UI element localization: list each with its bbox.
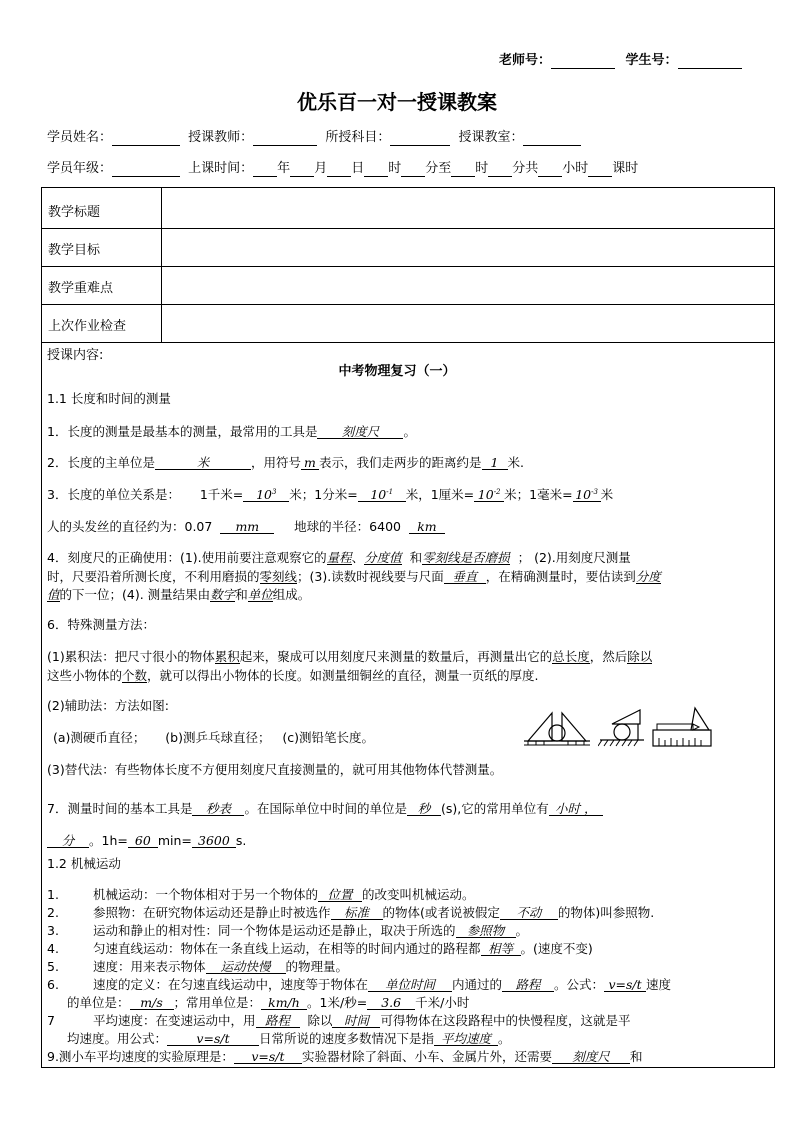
list-item: 1. 机械运动：一个物体相对于另一个物体的 位置 的改变叫机械运动。 [47, 887, 475, 902]
table-divider [41, 304, 775, 305]
teacher-no-label: 老师号： [499, 53, 552, 68]
para-2: 2．长度的主单位是 米 ，用符号 m 表示，我们走两步的距离约是 1 米. [47, 455, 524, 470]
list-item-cont: 的单位是： m/s ；常用单位是： km/h 。1米/秒= 3.6 千米/小时 [67, 995, 470, 1010]
list-item: 5. 速度：用来表示物体 运动快慢 的物理量。 [47, 959, 349, 974]
list-item: 9.测小车平均速度的实验原理是： v=s/t 实验器材除了斜面、小车、金属片外，还需要 刻度尺 和 [47, 1049, 643, 1064]
hour2-field[interactable] [451, 162, 475, 177]
answer-blank: m [301, 456, 319, 470]
hours-label: 小时 [562, 161, 589, 176]
para-3: 3．长度的单位关系是： 1千米= $10^3$ 米；1分米= $10^{-1}$ 米，1厘米= $10^{-2}$ 米；1毫米= $10^{-3}$ 米 [47, 487, 614, 502]
ball-measure-diagram [598, 708, 646, 750]
room-label: 授课教室： [458, 130, 524, 145]
minute2-field[interactable] [488, 162, 512, 177]
content-label: 授课内容: [47, 348, 104, 363]
info-row-1 [47, 126, 581, 146]
hour-label: 时 [388, 161, 402, 176]
time-label: 上课时间： [188, 161, 254, 176]
row-label-homework: 上次作业检查 [48, 319, 127, 334]
subject-label: 所授科目： [325, 130, 391, 145]
answer-blank: 米 [155, 456, 251, 470]
list-item-cont: 均速度。用公式： v=s/t 日常所说的速度多数情况下是指 平均速度 。 [67, 1031, 511, 1046]
month-label: 月 [314, 161, 328, 176]
student-name-label: 学员姓名： [47, 130, 113, 145]
info-row-2 [47, 157, 638, 177]
list-item: 7 平均速度：在变速运动中，用 路程 除以 时间 可得物体在这段路程中的快慢程度，这就是平 [47, 1013, 631, 1028]
year-label: 年 [277, 161, 291, 176]
teacher-field[interactable] [253, 131, 317, 146]
minute-field[interactable] [401, 162, 425, 177]
para-1: 1．长度的测量是最基本的测量，最常用的工具是 刻度尺 。 [47, 424, 416, 439]
answer-blank: 刻度尺 [317, 425, 403, 439]
row-label-keypoints: 教学重难点 [48, 281, 114, 296]
section-title: 中考物理复习（一） [338, 364, 456, 379]
table-column-divider [161, 187, 162, 342]
subsection-1-1: 1.1 长度和时间的测量 [47, 391, 171, 406]
student-no-label: 学生号： [625, 53, 678, 68]
period-label: 课时 [612, 161, 639, 176]
page-title: 优乐百一对一授课教案 [297, 90, 497, 114]
row-label-title: 教学标题 [48, 205, 101, 220]
answer-blank: km [409, 520, 445, 534]
motion-list [47, 886, 671, 1066]
list-item: 2. 参照物：在研究物体运动还是静止时被选作 标准 的物体(或者说被假定 不动 的物体)叫参照物. [47, 905, 655, 920]
para-7: 7．测量时间的基本工具是 秒表 。在国际单位中时间的单位是 秒 (s),它的常用单位有 小时 ， 分 。1h= 60 min= 3600 s. [47, 793, 603, 857]
month-field[interactable] [290, 162, 314, 177]
minute-total-label: 分共 [512, 161, 539, 176]
hours-field[interactable] [538, 162, 562, 177]
list-item: 3. 运动和静止的相对性：同一个物体是运动还是静止，取决于所选的 参照物 。 [47, 923, 529, 938]
para-3b: 人的头发丝的直径约为：0.07 mm 地球的半径：6400 km [47, 518, 445, 535]
room-field[interactable] [523, 131, 581, 146]
coin-measure-diagram [522, 707, 592, 749]
list-item: 6. 速度的定义：在匀速直线运动中，速度等于物体在 单位时间 内通过的 路程 。公式： v=s/t 速度 [47, 977, 672, 992]
para-6-2: (2)辅助法：方法如图: [47, 698, 169, 713]
student-name-field[interactable] [112, 131, 180, 146]
student-no-field[interactable] [678, 54, 742, 69]
header-ids [499, 49, 742, 69]
row-label-goal: 教学目标 [48, 243, 101, 258]
pencil-measure-diagram [651, 706, 715, 750]
grade-field[interactable] [112, 162, 180, 177]
hour-field[interactable] [364, 162, 388, 177]
subsection-1-2: 1.2 机械运动 [47, 856, 121, 871]
answer-blank: mm [220, 520, 274, 534]
grade-label: 学员年级： [47, 161, 113, 176]
para-6-3: (3)替代法：有些物体长度不方便用刻度尺直接测量的，就可用其他物体代替测量。 [47, 762, 503, 777]
day-label: 日 [351, 161, 365, 176]
table-divider [41, 342, 775, 343]
answer-blank: 1 [482, 456, 508, 470]
table-divider [41, 228, 775, 229]
teacher-no-field[interactable] [551, 54, 615, 69]
subject-field[interactable] [390, 131, 450, 146]
table-divider [41, 266, 775, 267]
para-6-1: (1)累积法：把尺寸很小的物体累积起来，聚成可以用刻度尺来测量的数量后，再测量出它的总长度，然后除以 这些小物体的个数，就可以得出小物体的长度。如测量细铜丝的直径，测量一页纸的厚度. [47, 649, 653, 683]
teacher-label: 授课教师： [188, 130, 254, 145]
para-6-2b: (a)测硬币直径； (b)测乒乓球直径； (c)测铅笔长度。 [53, 730, 375, 745]
day-field[interactable] [327, 162, 351, 177]
para-6: 6．特殊测量方法： [47, 617, 155, 632]
para-4: 4．刻度尺的正确使用：(1).使用前要注意观察它的量程、分度值 和零刻线是否磨损 ； (2).用刻度尺测量 时，尺要沿着所测长度，不利用磨损的零刻线；(3).读数时视线要与尺面 垂直 ，在精确测量时，要估读到分度 值的下一位；(4). 测量结果由数字和单位组成。 [47, 550, 661, 602]
period-field[interactable] [588, 162, 612, 177]
minute-to-label: 分至 [425, 161, 452, 176]
year-field[interactable] [253, 162, 277, 177]
list-item: 4. 匀速直线运动：物体在一条直线上运动，在相等的时间内通过的路程都 相等 。(速度不变) [47, 941, 593, 956]
hour2-label: 时 [475, 161, 489, 176]
